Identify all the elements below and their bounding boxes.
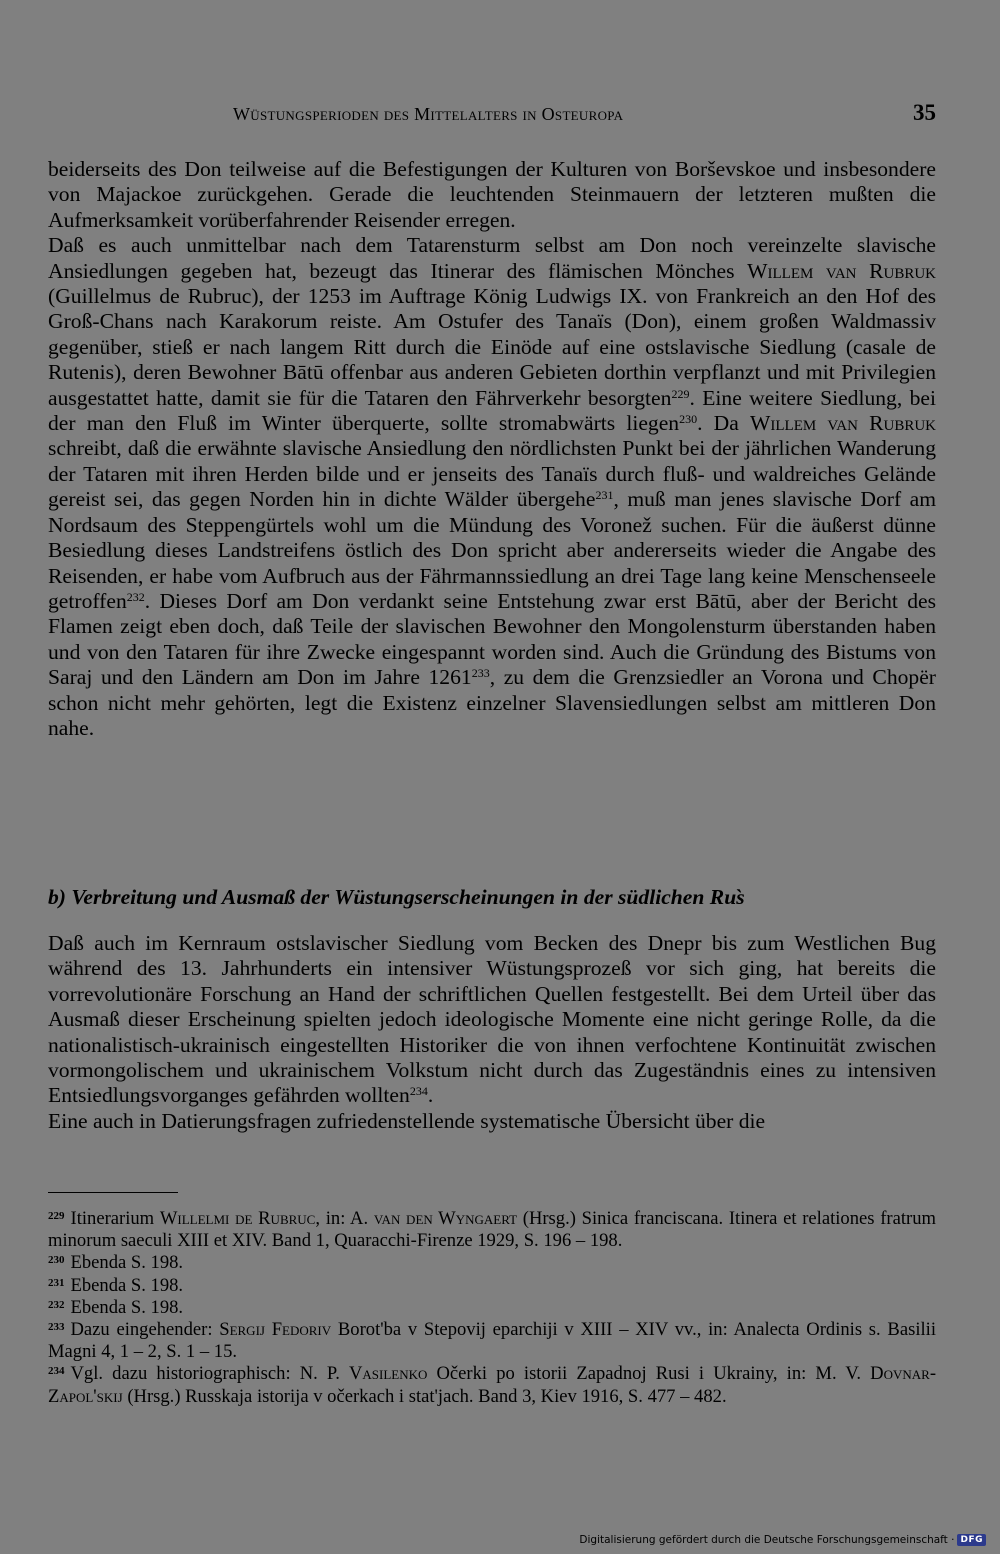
text-run: .: [427, 1083, 434, 1108]
text-run: Očerki po istorii Zapadnoj Rusi i Ukrainy, in: M. V.: [427, 1363, 871, 1385]
footnote-number: 229: [48, 1210, 65, 1222]
running-head: [48, 100, 936, 130]
paragraph-3: [48, 931, 936, 1109]
text-run: . Dieses Dorf am Don verdankt seine Entstehung zwar erst Bātū, aber der Bericht des Flamen zeigt eben doch, daß Teile der slavischen Bewohner den Mongolensturm überstanden haben und von den Tataren für ihre Zwecke eingespannt worden sind. Auch die Gründung des Bistums von Saraj und den Ländern am Don im Jahre 1261: [48, 588, 936, 690]
text-run: (Hrsg.) Russkaja istorija v očerkach i stat'jach. Band 3, Kiev 1916, S. 477 – 482.: [122, 1385, 727, 1407]
footnote-number: 233: [48, 1321, 65, 1334]
footnote-ref: 229: [671, 386, 690, 401]
section-heading: b) Verbreitung und Ausmaß der Wüstungserscheinungen in der südlichen Rus̀: [48, 885, 745, 909]
text-run: Ebenda S. 198.: [70, 1296, 184, 1318]
text-run: Dazu eingehender:: [70, 1319, 220, 1341]
footnote-separator: [48, 1192, 178, 1193]
author-name: Willem van Rubruk: [750, 411, 936, 436]
author-name: Sergij Fedoriv: [219, 1319, 332, 1341]
credit-text: Digitalisierung gefördert durch die Deutsche Forschungsgemeinschaft ·: [579, 1534, 955, 1546]
paragraph-1: beiderseits des Don teilweise auf die Befestigungen der Kulturen von Borševskoe und insbesondere von Majackoe zurückgehen. Gerade die leuchtenden Steinmauern der letzteren mußten die Aufmerksamkeit vorüberfahrender Reisender erregen.: [48, 157, 936, 232]
digitization-credit: [579, 1534, 986, 1546]
text-run: schreibt, daß die erwähnte slavische Ansiedlung den nördlichsten Punkt bei der jährlichen Wanderung der Tataren mit ihren Herden bilde und er jenseits des Tanaïs durch fluß- und waldreiches Gelände gereist sei, das gegen Norden hin in dichte Wälder übergehe: [48, 436, 936, 512]
text-run: (Hrsg.) Sinica franciscana. Itinera et relationes fratrum minorum saeculi XIII et XIV. Band 1, Quaracchi-Firenze 1929, S. 196 – 198.: [48, 1208, 936, 1252]
author-name: Dovnar-Zapol'skij: [48, 1363, 937, 1407]
page-number: 35: [913, 100, 936, 125]
footnote-number: 230: [48, 1254, 65, 1267]
text-run: Ebenda S. 198.: [70, 1252, 184, 1274]
text-run: , in: A.: [315, 1208, 374, 1229]
main-text: [48, 157, 936, 741]
footnote: [48, 1275, 936, 1297]
footnote-ref: 234: [409, 1084, 428, 1099]
footnote: [48, 1252, 936, 1274]
footnote-number: 234: [48, 1365, 65, 1378]
author-name: Willem van Rubruk: [747, 258, 936, 283]
text-run: Daß es auch unmittelbar nach dem Tatarensturm selbst am Don noch vereinzelte slavische Ansiedlungen gegeben hat, bezeugt das Itinerar des flämischen Mönches: [48, 233, 936, 283]
text-run: Daß auch im Kernraum ostslavischer Siedlung vom Becken des Dnepr bis zum Westlichen Bug während des 13. Jahrhunderts ein intensiver Wüstungsprozeß vor sich ging, hat bereits die vorrevolutionäre Forschung an Hand der schriftlichen Quellen festgestellt. Bei dem Urteil über das Ausmaß dieser Erscheinung spielten jedoch ideologische Momente eine nicht geringe Rolle, da die nationalistisch-ukrainisch eingestellten Historiker die von ihnen verfochtene Kontinuität zwischen vormongolischem und ukrainischem Volkstum nicht durch das Zugeständnis eines zu intensiven Entsiedlungsvorganges gefährden wollten: [48, 931, 936, 1108]
footnote-ref: 230: [679, 412, 698, 427]
text-run: Ebenda S. 198.: [70, 1274, 184, 1296]
text-run: . Da: [697, 411, 750, 436]
footnote-number: 232: [48, 1298, 65, 1311]
footnote: [48, 1319, 936, 1363]
text-run: Vgl. dazu historiographisch: N. P.: [70, 1363, 349, 1385]
paragraph-2: [48, 233, 936, 741]
footnote-ref: 232: [126, 589, 145, 604]
author-name: Vasilenko: [348, 1363, 428, 1385]
author-name: Willelmi de Rubruc: [159, 1208, 316, 1229]
paragraph-4: Eine auch in Datierungsfragen zufriedenstellende systematische Übersicht über die: [48, 1108, 766, 1133]
text-run: . Eine weitere Siedlung, bei der man den Fluß im Winter überquerte, sollte stromabwärts liegen: [48, 385, 936, 436]
main-text-continued: [48, 931, 936, 1134]
dfg-logo: DFG: [957, 1534, 986, 1546]
author-name: van den Wyngaert: [373, 1208, 518, 1229]
footnote-ref: 233: [471, 666, 490, 681]
footnote-number: 231: [48, 1276, 65, 1289]
text-run: (Guillelmus de Rubruc), der 1253 im Auftrage König Ludwigs IX. von Frankreich an den Hof des Groß-Chans nach Karakorum reiste. Am Ostufer des Tanaïs (Don), einem großen Waldmassiv gegenüber, stieß er nach langem Ritt durch die Einöde auf eine ostslavische Siedlung (casale de Rutenis), deren Bewohner Bātū offenbar aus anderen Gebieten dorthin verpflanzt und mit Privilegien ausgestattet hatte, damit sie für die Tataren den Fährverkehr besorgten: [48, 284, 936, 410]
footnotes: [48, 1208, 936, 1408]
footnote: [48, 1363, 936, 1407]
text-run: , zu dem die Grenzsiedler an Vorona und Chopër schon nicht mehr gehörten, legt die Existenz einzelner Slavensiedlungen selbst am mittleren Don nahe.: [48, 665, 936, 740]
running-title: Wüstungsperioden des Mittelalters in Osteuropa: [233, 104, 624, 124]
text-run: Itinerarium: [70, 1208, 160, 1229]
footnote: [48, 1297, 936, 1319]
footnote-ref: 231: [595, 488, 614, 503]
footnote: [48, 1208, 936, 1252]
text-run: , muß man jenes slavische Dorf am Nordsaum des Steppengürtels wohl um die Mündung des Voronež suchen. Für die äußerst dünne Besiedlung dieses Landstreifens östlich des Don spricht aber andererseits wieder die Angabe des Reisenden, er habe vom Aufbruch aus der Fährmannssiedlung an drei Tage lang keine Menschenseele getroffen: [48, 487, 936, 613]
text-run: Borot'ba v Stepovij eparchiji v XIII – XIV vv., in: Analecta Ordinis s. Basilii Magni 4, 1 – 2, S. 1 – 15.: [48, 1319, 936, 1363]
